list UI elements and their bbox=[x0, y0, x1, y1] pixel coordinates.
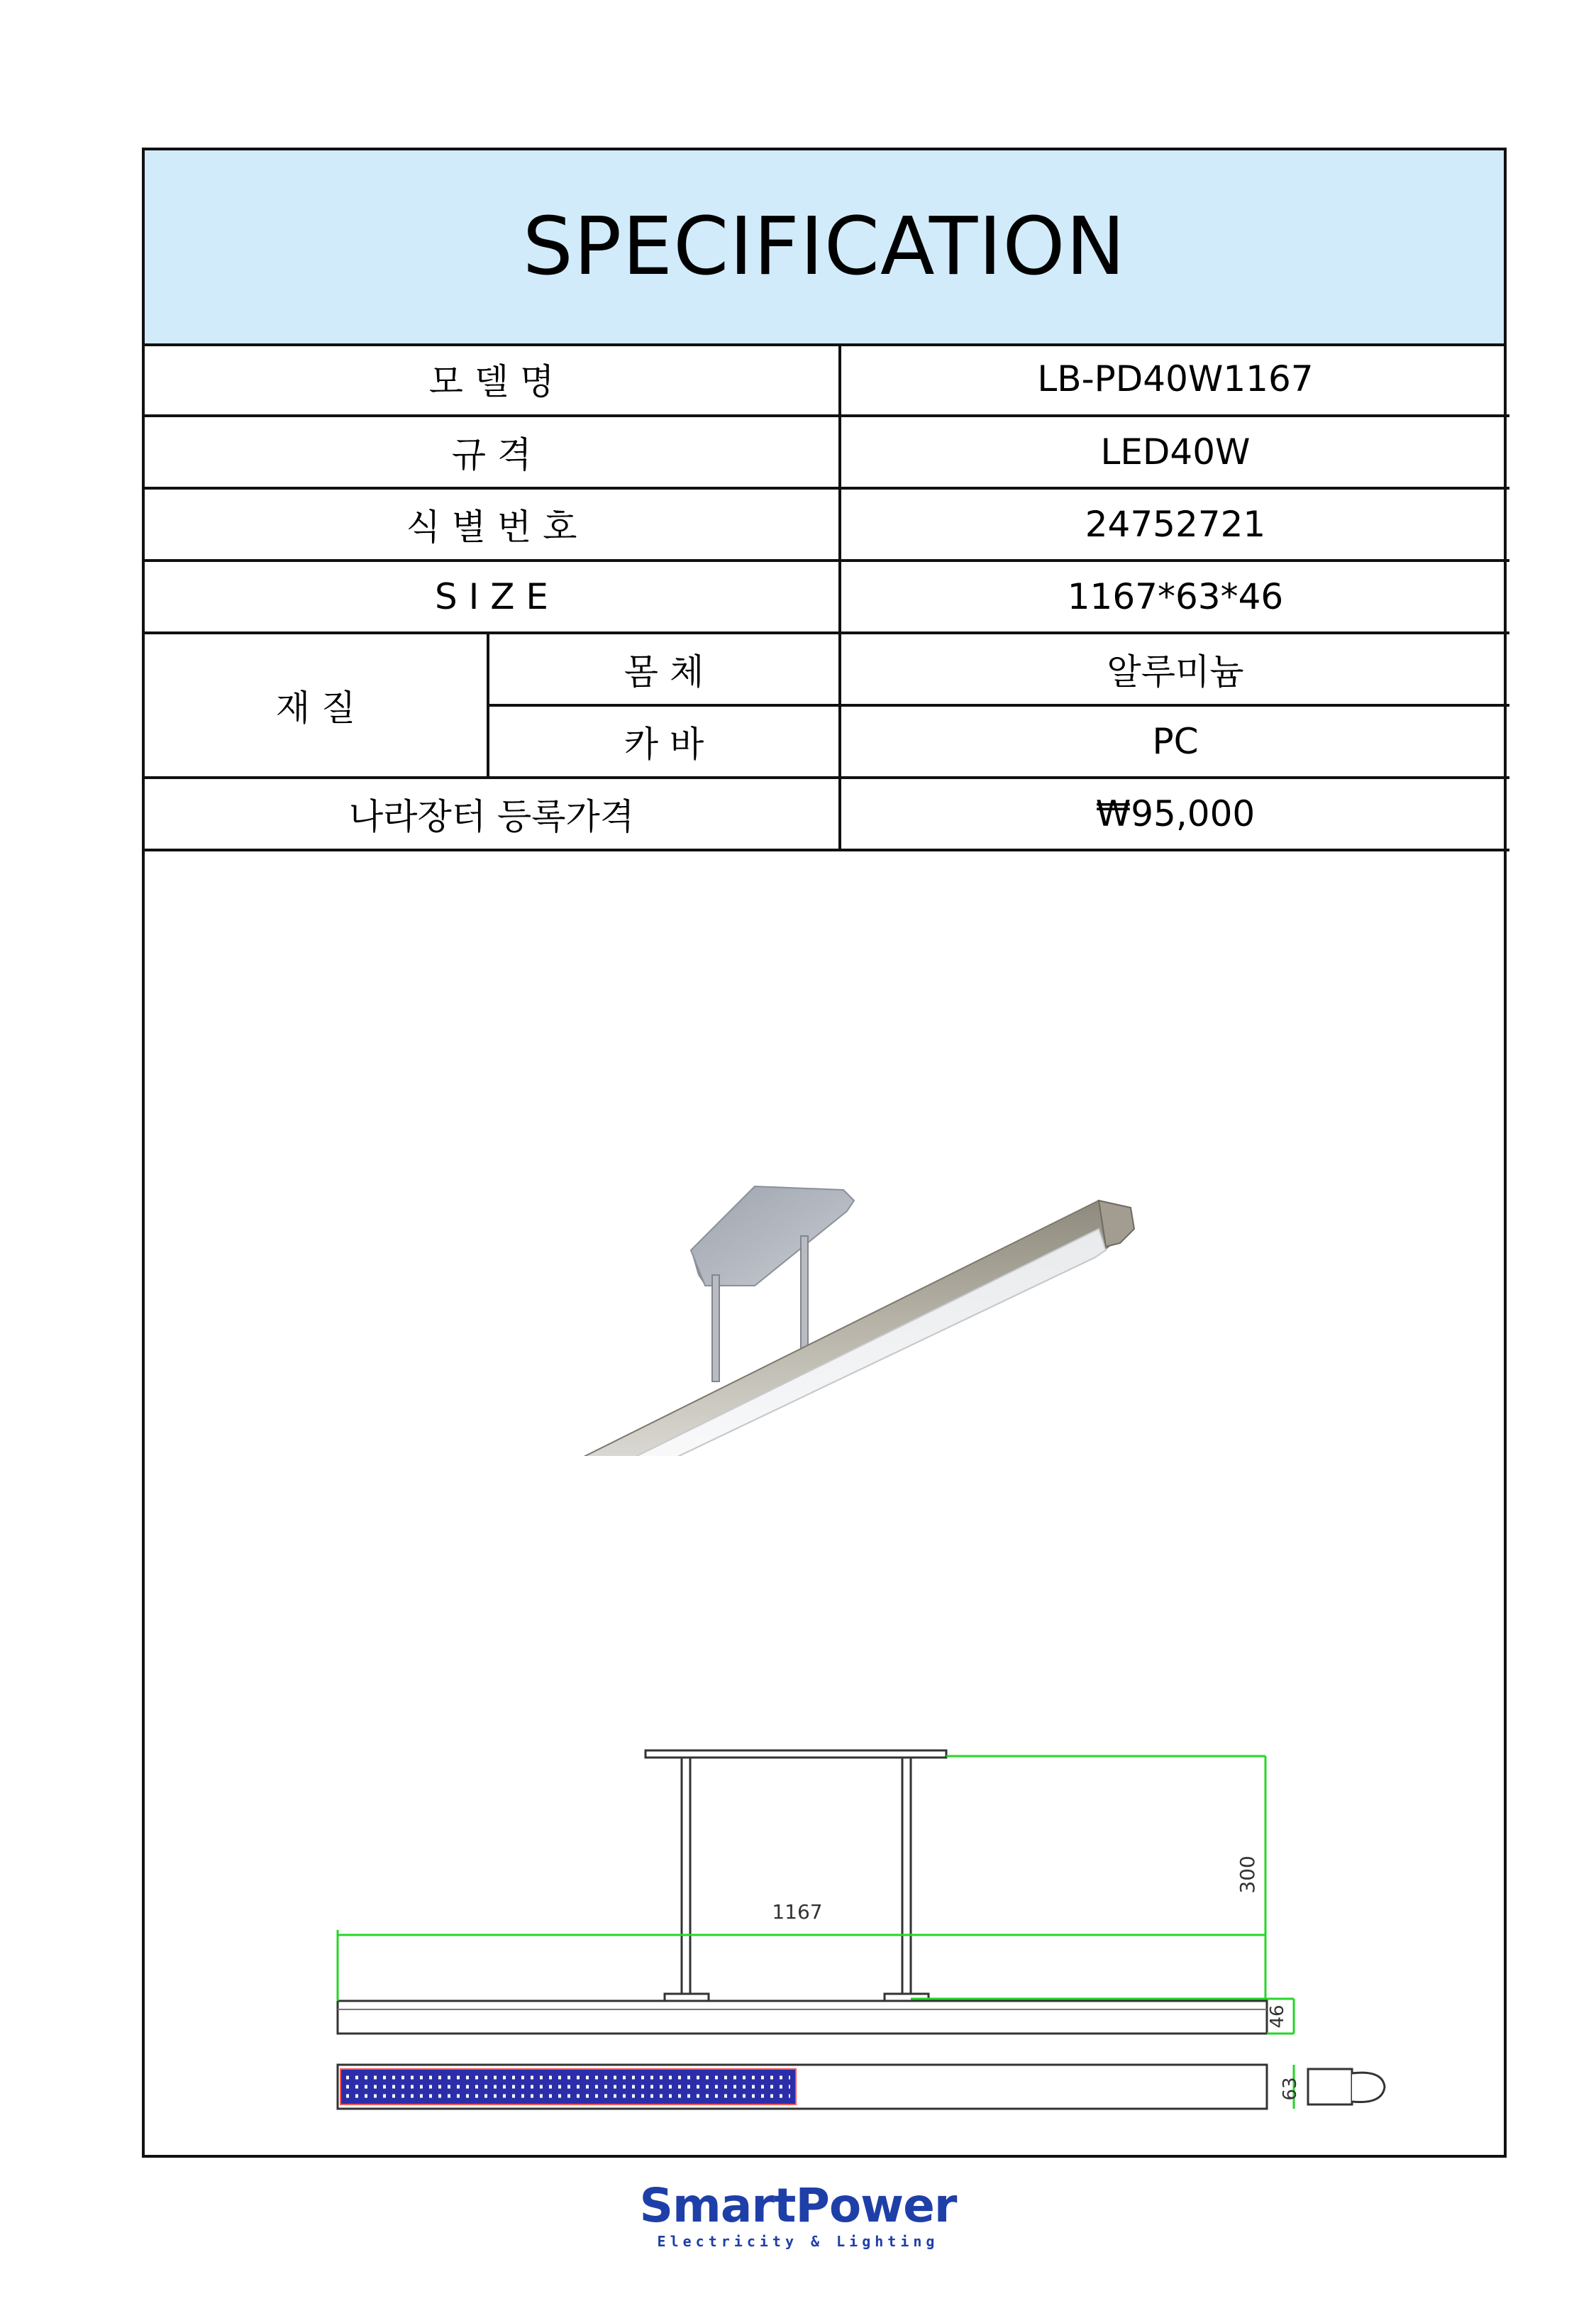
row-price bbox=[145, 778, 1509, 850]
row-id bbox=[145, 488, 1509, 561]
value-standard: LED40W bbox=[840, 416, 1509, 488]
page-title: SPECIFICATION bbox=[522, 201, 1126, 293]
brand-logo bbox=[0, 2178, 1596, 2250]
label-model: 모 델 명 bbox=[145, 343, 840, 416]
label-standard: 규 격 bbox=[145, 416, 840, 488]
row-material-body bbox=[145, 633, 1509, 705]
spec-table bbox=[145, 343, 1509, 851]
logo-tagline: Electricity & Lighting bbox=[657, 2233, 939, 2250]
value-cover: PC bbox=[840, 705, 1509, 778]
value-id: 24752721 bbox=[840, 488, 1509, 561]
row-model bbox=[145, 343, 1509, 416]
dim-height: 300 bbox=[1236, 1855, 1259, 1894]
label-body: 몸 체 bbox=[488, 633, 840, 705]
value-size: 1167*63*46 bbox=[840, 561, 1509, 633]
label-id: 식 별 번 호 bbox=[145, 488, 840, 561]
suspension-rod bbox=[712, 1275, 719, 1381]
title-band bbox=[145, 150, 1504, 346]
dim-length: 1167 bbox=[772, 1900, 823, 1924]
label-price: 나라장터 등록가격 bbox=[145, 778, 840, 850]
label-cover: 카 바 bbox=[488, 705, 840, 778]
ceiling-plate bbox=[691, 1186, 854, 1286]
value-body: 알루미늄 bbox=[840, 633, 1509, 705]
row-size bbox=[145, 561, 1509, 633]
dim-width: 63 bbox=[1280, 2077, 1301, 2101]
label-material: 재 질 bbox=[145, 633, 488, 778]
value-model: LB-PD40W1167 bbox=[840, 343, 1509, 416]
logo-brand: SmartPower bbox=[639, 2178, 957, 2233]
dim-depth: 46 bbox=[1267, 2004, 1288, 2029]
product-photo bbox=[145, 888, 1504, 1456]
value-price: ₩95,000 bbox=[840, 778, 1509, 850]
technical-drawing bbox=[145, 1541, 1504, 2151]
row-standard bbox=[145, 416, 1509, 488]
spec-sheet bbox=[142, 148, 1507, 2158]
label-size: S I Z E bbox=[145, 561, 840, 633]
